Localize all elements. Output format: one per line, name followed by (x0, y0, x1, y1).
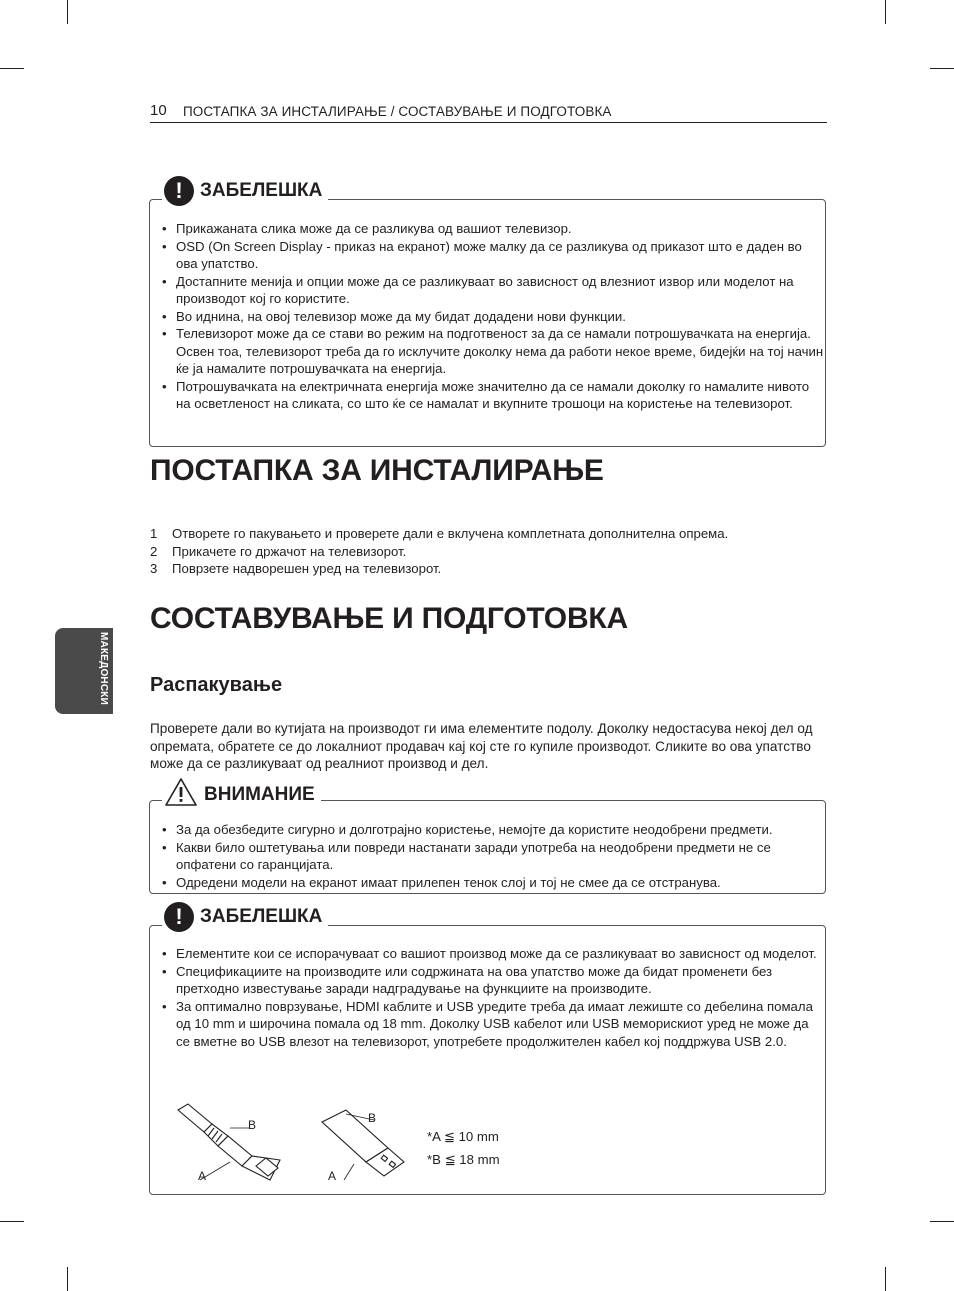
label-b: B (248, 1118, 257, 1132)
label-a: A (198, 1169, 207, 1183)
list-item: • Елементите кои се испорачуваат со вашиот производ може да се разликуваат во зависност од моделот. (150, 945, 825, 963)
list-item: • Достапните менија и опции може да се разликуваат во зависност од влезниот извор или моделот на производот кој го користите. (150, 273, 825, 308)
list-item: • Потрошувачката на електричната енергија може значително да се намали доколку го намалите нивото на осветленост на сликата, со што ќе се намалат и вкупните трошоци на користење на телевизорот. (150, 378, 825, 413)
crop-mark (885, 0, 886, 24)
note-list (150, 945, 825, 1050)
label-a: A (328, 1169, 337, 1183)
language-tab (55, 628, 113, 714)
note-list (150, 220, 825, 413)
note-box (149, 178, 826, 447)
note-title-text: ЗАБЕЛЕШКА (200, 180, 323, 201)
unpacking-paragraph: Проверете дали во кутијата на производот ги има елементите подолу. Доколку недостасува некој дел од опремата, обратете се до локалниот продавач кај кој сте го купиле производот. Сликите во ова упатство може да се разликуваат од реалниот производ и дел. (150, 721, 813, 771)
list-item: 3 Поврзете надворешен уред на телевизорот. (150, 561, 442, 576)
language-tab-label: МАКЕДОНСКИ (98, 632, 109, 705)
list-item: • Спецификациите на производите или содржината на ова упатство може да бидат променети без претходно известување заради надградување на функциите на производите. (150, 963, 825, 998)
crop-mark (67, 1267, 68, 1291)
caution-box (149, 784, 826, 894)
connector-dimensions-figure (170, 1098, 530, 1190)
note-title (162, 176, 328, 206)
note-title-text: ЗАБЕЛЕШКА (200, 906, 323, 927)
note-title (162, 902, 328, 932)
list-item: • За да обезбедите сигурно и долготрајно користење, немојте да користите неодобрени предмети. (150, 821, 825, 839)
list-item: • Во иднина, на овој телевизор може да му бидат додадени нови функции. (150, 308, 825, 326)
warning-triangle-icon (164, 777, 198, 813)
caution-list (150, 821, 825, 891)
crop-mark (930, 68, 954, 69)
page-header (150, 102, 827, 123)
caution-title-text: ВНИМАНИЕ (204, 784, 315, 805)
label-b: B (368, 1111, 377, 1125)
list-item: • Телевизорот може да се стави во режим на подготвеност за да се намали потрошувачката на енергија. Освен тоа, телевизорот треба да го исклучите доколку нема да работи некое време, бидејќи на тој начин ќе ја намалите потрошувачката на енергија. (150, 325, 825, 378)
running-title: ПОСТАПКА ЗА ИНСТАЛИРАЊЕ / СОСТАВУВАЊЕ И ПОДГОТОВКА (183, 104, 612, 119)
crop-mark (930, 1221, 954, 1222)
install-steps (150, 525, 728, 578)
list-item: 1 Отворете го пакувањето и проверете дали е вклучена комплетната дополнителна опрема. (150, 526, 729, 541)
crop-mark (0, 1221, 24, 1222)
list-item: • OSD (On Screen Display - приказ на екранот) може малку да се разликува од приказот што е даден во ова упатство. (150, 238, 825, 273)
connector-illustration (170, 1098, 410, 1190)
caution-title (162, 777, 321, 813)
list-item: • Прикажаната слика може да се разликува од вашиот телевизор. (150, 220, 825, 238)
crop-mark (67, 0, 68, 24)
exclamation-circle-icon: ! (164, 176, 194, 206)
crop-mark (885, 1267, 886, 1291)
list-item: • Одредени модели на екранот имаат прилепен тенок слој и тој не смее да се отстранува. (150, 874, 825, 892)
list-item: • За оптимално поврзување, HDMI каблите и USB уредите треба да имаат лежиште со дебелина помала од 10 mm и широчина помала од 18 mm. Доколку USB кабелот или USB меморискиот уред не може да се вметне во USB влезот на телевизорот, употребете продолжителен кабел кој поддржува USB 2.0. (150, 998, 825, 1051)
subsection-heading: Распакување (150, 674, 283, 696)
spec-a: *A ≦ 10 mm (427, 1129, 499, 1144)
list-item: • Какви било оштетувања или повреди настанати заради употреба на неодобрени предмети не се опфатени со гаранцијата. (150, 839, 825, 874)
crop-mark (0, 68, 24, 69)
list-item: 2 Прикачете го држачот на телевизорот. (150, 543, 407, 559)
spec-b: *B ≦ 18 mm (427, 1152, 500, 1167)
exclamation-circle-icon: ! (164, 902, 194, 932)
page-number: 10 (150, 102, 167, 119)
section-heading-install: ПОСТАПКА ЗА ИНСТАЛИРАЊЕ (150, 454, 604, 487)
section-heading-assembly: СОСТАВУВАЊЕ И ПОДГОТОВКА (150, 602, 628, 635)
